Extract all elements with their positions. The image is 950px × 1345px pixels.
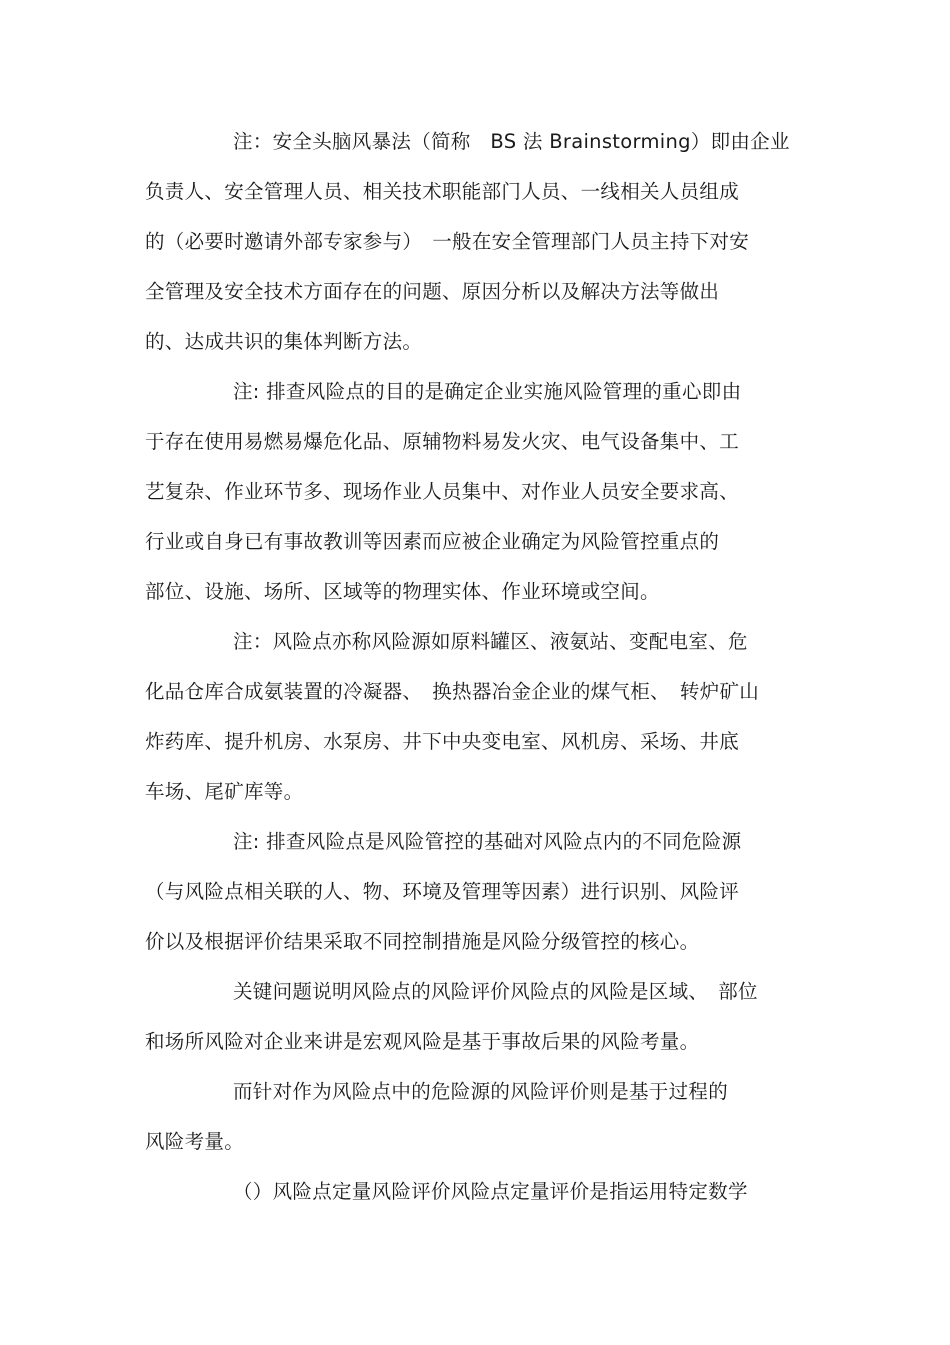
text-line: 车场、尾矿库等。: [145, 780, 304, 803]
text-line: 负责人、安全管理人员、相关技术职能部门人员、一线相关人员组成: [145, 180, 740, 203]
text-line: 炸药库、提升机房、水泵房、井下中央变电室、风机房、采场、井底: [145, 730, 740, 753]
text-line: 行业或自身已有事故教训等因素而应被企业确定为风险管控重点的: [145, 530, 720, 553]
text-line: 的、达成共识的集体判断方法。: [145, 330, 423, 353]
text-line: 价以及根据评价结果采取不同控制措施是风险分级管控的核心。: [145, 930, 700, 953]
text-line: 注: 排查风险点是风险管控的基础对风险点内的不同危险源: [233, 830, 742, 853]
text-line: （与风险点相关联的人、物、环境及管理等因素）进行识别、风险评: [145, 880, 740, 903]
text-line: 注: 排查风险点的目的是确定企业实施风险管理的重心即由: [233, 380, 742, 403]
text-line: 艺复杂、作业环节多、现场作业人员集中、对作业人员安全要求高、: [145, 480, 740, 503]
text-line: 风险考量。: [145, 1130, 245, 1153]
text-line: 化品仓库合成氨装置的冷凝器、 换热器冶金企业的煤气柜、 转炉矿山: [145, 680, 760, 703]
text-line: 而针对作为风险点中的危险源的风险评价则是基于过程的: [233, 1080, 729, 1103]
text-line: （）风险点定量风险评价风险点定量评价是指运用特定数学: [233, 1180, 748, 1203]
text-line: 的（必要时邀请外部专家参与） 一般在安全管理部门人员主持下对安: [145, 230, 750, 253]
text-line: 部位、设施、场所、区域等的物理实体、作业环境或空间。: [145, 580, 660, 603]
text-line: 全管理及安全技术方面存在的问题、原因分析以及解决方法等做出: [145, 280, 720, 303]
text-line: 关键问题说明风险点的风险评价风险点的风险是区域、 部位: [233, 980, 758, 1003]
text-line: 注：安全头脑风暴法（简称 BS 法 Brainstorming）即由企业: [233, 130, 790, 153]
text-line: 注：风险点亦称风险源如原料罐区、液氨站、变配电室、危: [233, 630, 748, 653]
text-line: 和场所风险对企业来讲是宏观风险是基于事故后果的风险考量。: [145, 1030, 700, 1053]
text-line: 于存在使用易燃易爆危化品、原辅物料易发火灾、电气设备集中、工: [145, 430, 740, 453]
